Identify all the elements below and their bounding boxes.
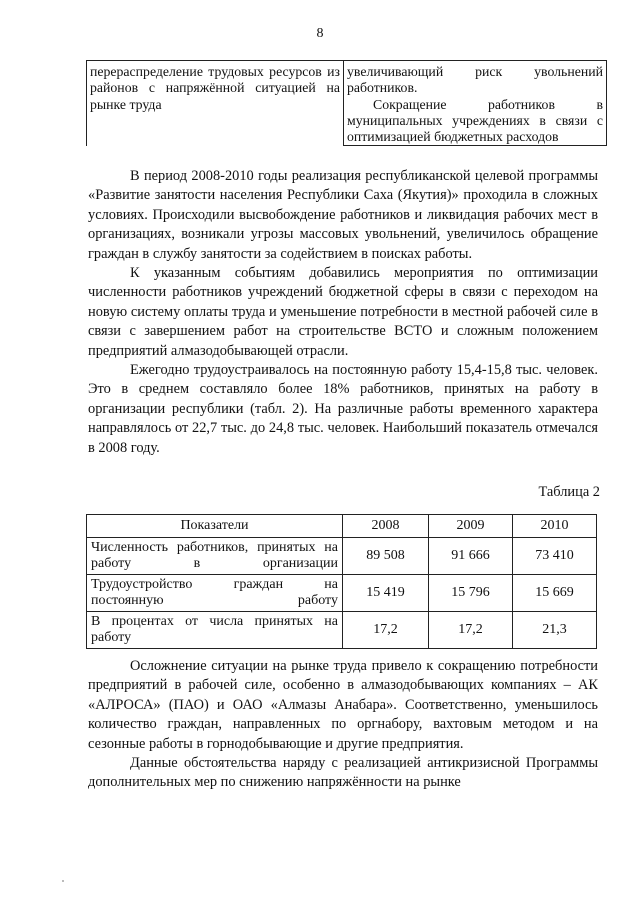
paragraph: Осложнение ситуации на рынке труда привело к сокращению потребности предприятий в рабочей силе, особенно в алмазодобывающих компаниях – АК «АЛРОСА» (ПАО) и ОАО «Алмазы Анабара». Соответственно, уменьшилось количество граждан, направленных по оргнабору, вахтовым методом и на сезонные работы в горнодобывающие и другие предприятия.: [88, 658, 598, 752]
table-row: [87, 538, 597, 575]
row-label: В процентах от числа принятых на работу: [87, 612, 343, 649]
column-header: Показатели: [87, 515, 343, 538]
continued-table-left-cell: перераспределение трудовых ресурсов из районов с напряжённой ситуацией на рынке труда: [87, 61, 344, 146]
column-header: 2010: [513, 515, 597, 538]
table-cell: 91 666: [429, 538, 513, 575]
paragraph: К указанным событиям добавились мероприятия по оптимизации численности работников учреждений бюджетной сферы в связи с переходом на новую систему оплаты труда и уменьшение потребности в местной рабочей силе в связи с завершением работ на строительстве ВСТО и сложным положением предприятий алмазодобывающей отрасли.: [88, 265, 598, 359]
table-cell: 89 508: [343, 538, 429, 575]
continued-table-row: [87, 61, 607, 146]
right-cell-paragraph: Сокращение работников в муниципальных учреждениях в связи с оптимизацией бюджетных расходов: [347, 96, 603, 145]
row-label: Численность работников, принятых на работу в организации: [87, 538, 343, 575]
table-cell: 15 796: [429, 575, 513, 612]
continued-table-right-cell: [344, 61, 607, 146]
table-cell: 17,2: [429, 612, 513, 649]
page-number: 8: [316, 26, 324, 41]
scan-artifact: [62, 880, 64, 882]
table-header-row: [87, 515, 597, 538]
table-cell: 21,3: [513, 612, 597, 649]
paragraph: В период 2008-2010 годы реализация республиканской целевой программы «Развитие занятости населения Республики Саха (Якутия)» проходила в сложных условиях. Происходили высвобождение работников и ликвидация рабочих мест в организациях, возникали угрозы массовых увольнений, увеличилось обращение граждан в службу занятости за содействием в поисках работы.: [88, 168, 598, 262]
table-2: [86, 514, 597, 649]
table-cell: 73 410: [513, 538, 597, 575]
right-cell-paragraph: увеличивающий риск увольнений работников.: [347, 64, 603, 96]
column-header: 2009: [429, 515, 513, 538]
row-label: Трудоустройство граждан на постоянную работу: [87, 575, 343, 612]
table-row: [87, 612, 597, 649]
column-header: 2008: [343, 515, 429, 538]
table-cell: 17,2: [343, 612, 429, 649]
table-cell: 15 419: [343, 575, 429, 612]
continued-table: [86, 60, 607, 146]
table-row: [87, 575, 597, 612]
table-cell: 15 669: [513, 575, 597, 612]
paragraph: Ежегодно трудоустраивалось на постоянную работу 15,4-15,8 тыс. человек. Это в среднем составляло более 18% работников, принятых на работу в организации республики (табл. 2). На различные работы временного характера направлялось от 22,7 тыс. до 24,8 тыс. человек. Наибольший показатель отмечался в 2008 году.: [88, 362, 598, 456]
text-block-after-table: [88, 657, 598, 793]
table-caption: Таблица 2: [538, 484, 600, 500]
text-block-before-table: [88, 167, 598, 458]
paragraph: Данные обстоятельства наряду с реализацией антикризисной Программы дополнительных мер по снижению напряжённости на рынке: [88, 755, 598, 791]
